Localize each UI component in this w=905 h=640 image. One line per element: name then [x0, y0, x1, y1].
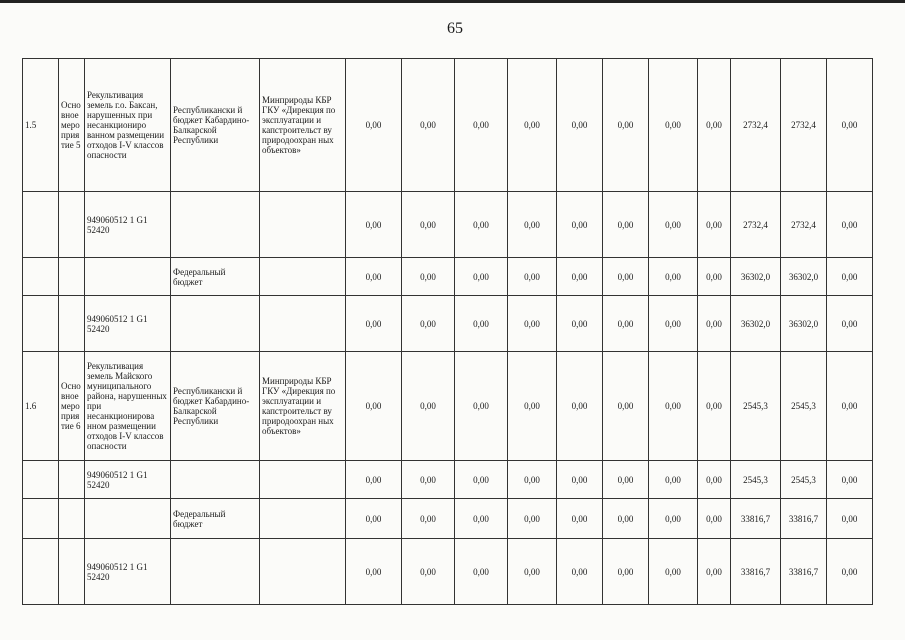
value-cell: 2545,3 — [781, 352, 827, 461]
value-cell: 0,00 — [455, 499, 508, 539]
row-number — [23, 461, 59, 499]
value-cell: 0,00 — [649, 539, 698, 605]
value-cell: 0,00 — [455, 461, 508, 499]
event-name — [85, 499, 171, 539]
value-cell: 0,00 — [508, 352, 557, 461]
table-row — [23, 539, 873, 605]
value-cell: 0,00 — [698, 192, 731, 258]
value-cell: 0,00 — [346, 192, 402, 258]
top-border-line — [0, 0, 905, 3]
event-name: 949060512 1 G1 52420 — [85, 296, 171, 352]
value-cell: 0,00 — [827, 59, 873, 192]
value-cell: 0,00 — [603, 499, 649, 539]
value-cell: 0,00 — [346, 499, 402, 539]
value-cell: 0,00 — [698, 59, 731, 192]
value-cell: 0,00 — [603, 296, 649, 352]
value-cell: 0,00 — [508, 59, 557, 192]
row-number — [23, 258, 59, 296]
value-cell: 0,00 — [649, 296, 698, 352]
value-cell: 0,00 — [827, 352, 873, 461]
budget-source — [171, 461, 260, 499]
event-name: Рекультивация земель Майского муниципального района, нарушенных при несанкционирова нном размещении отходов I-V классов опасности — [85, 352, 171, 461]
value-cell: 0,00 — [698, 352, 731, 461]
event-type: Осно вное меро прия тие 6 — [59, 352, 85, 461]
value-cell: 0,00 — [698, 258, 731, 296]
row-number — [23, 296, 59, 352]
event-name: 949060512 1 G1 52420 — [85, 192, 171, 258]
value-cell: 2545,3 — [731, 352, 781, 461]
value-cell: 0,00 — [346, 296, 402, 352]
value-cell: 0,00 — [402, 258, 455, 296]
event-name — [85, 258, 171, 296]
value-cell: 0,00 — [557, 59, 603, 192]
value-cell: 0,00 — [508, 296, 557, 352]
value-cell: 0,00 — [603, 258, 649, 296]
executor: Минприроды КБР ГКУ «Дирекция по эксплуатации и капстроительст ву природоохран ных объектов» — [260, 59, 346, 192]
value-cell: 0,00 — [649, 59, 698, 192]
value-cell: 0,00 — [827, 499, 873, 539]
event-name: Рекультивация земель г.о. Баксан, нарушенных при несанкциониро ванном размещении отходов I-V классов опасности — [85, 59, 171, 192]
row-number — [23, 499, 59, 539]
value-cell: 0,00 — [698, 461, 731, 499]
value-cell: 0,00 — [455, 258, 508, 296]
executor — [260, 296, 346, 352]
value-cell: 0,00 — [346, 59, 402, 192]
value-cell: 2732,4 — [731, 59, 781, 192]
value-cell: 0,00 — [649, 461, 698, 499]
executor — [260, 499, 346, 539]
value-cell: 0,00 — [827, 539, 873, 605]
value-cell: 0,00 — [455, 192, 508, 258]
value-cell: 33816,7 — [731, 499, 781, 539]
value-cell: 0,00 — [557, 461, 603, 499]
value-cell: 0,00 — [649, 499, 698, 539]
budget-table — [22, 58, 873, 605]
value-cell: 0,00 — [455, 352, 508, 461]
value-cell: 33816,7 — [781, 539, 827, 605]
budget-source: Федеральный бюджет — [171, 258, 260, 296]
budget-source: Республикански й бюджет Кабардино-Балкарской Республики — [171, 352, 260, 461]
value-cell: 0,00 — [508, 192, 557, 258]
table-body — [23, 59, 873, 605]
value-cell: 0,00 — [698, 296, 731, 352]
value-cell: 0,00 — [603, 352, 649, 461]
page-number: 65 — [447, 20, 463, 37]
value-cell: 0,00 — [603, 192, 649, 258]
value-cell: 2732,4 — [781, 59, 827, 192]
value-cell: 0,00 — [827, 192, 873, 258]
value-cell: 0,00 — [698, 539, 731, 605]
value-cell: 0,00 — [557, 258, 603, 296]
row-number — [23, 539, 59, 605]
value-cell: 0,00 — [455, 296, 508, 352]
table-row — [23, 59, 873, 192]
event-type — [59, 539, 85, 605]
budget-source: Федеральный бюджет — [171, 499, 260, 539]
value-cell: 0,00 — [557, 296, 603, 352]
value-cell: 0,00 — [402, 352, 455, 461]
value-cell: 0,00 — [402, 499, 455, 539]
event-type — [59, 258, 85, 296]
table-row — [23, 352, 873, 461]
value-cell: 0,00 — [402, 461, 455, 499]
table-row — [23, 192, 873, 258]
event-name: 949060512 1 G1 52420 — [85, 539, 171, 605]
value-cell: 36302,0 — [781, 258, 827, 296]
value-cell: 36302,0 — [731, 258, 781, 296]
event-type — [59, 461, 85, 499]
table-row — [23, 499, 873, 539]
value-cell: 0,00 — [508, 539, 557, 605]
value-cell: 0,00 — [508, 499, 557, 539]
value-cell: 33816,7 — [781, 499, 827, 539]
value-cell: 0,00 — [827, 296, 873, 352]
executor — [260, 539, 346, 605]
value-cell: 33816,7 — [731, 539, 781, 605]
event-name: 949060512 1 G1 52420 — [85, 461, 171, 499]
event-type — [59, 192, 85, 258]
event-type — [59, 499, 85, 539]
value-cell: 0,00 — [649, 258, 698, 296]
value-cell: 0,00 — [827, 461, 873, 499]
value-cell: 2545,3 — [781, 461, 827, 499]
value-cell: 2732,4 — [781, 192, 827, 258]
value-cell: 36302,0 — [781, 296, 827, 352]
value-cell: 0,00 — [402, 192, 455, 258]
table-row — [23, 461, 873, 499]
value-cell: 0,00 — [402, 296, 455, 352]
value-cell: 0,00 — [346, 461, 402, 499]
budget-source — [171, 539, 260, 605]
value-cell: 0,00 — [346, 539, 402, 605]
row-number — [23, 192, 59, 258]
value-cell: 0,00 — [603, 539, 649, 605]
executor — [260, 461, 346, 499]
value-cell: 0,00 — [603, 59, 649, 192]
executor: Минприроды КБР ГКУ «Дирекция по эксплуатации и капстроительст ву природоохран ных объектов» — [260, 352, 346, 461]
row-number: 1.6 — [23, 352, 59, 461]
value-cell: 0,00 — [698, 499, 731, 539]
row-number: 1.5 — [23, 59, 59, 192]
value-cell: 0,00 — [557, 499, 603, 539]
budget-source: Республикански й бюджет Кабардино-Балкарской Республики — [171, 59, 260, 192]
budget-source — [171, 296, 260, 352]
value-cell: 0,00 — [603, 461, 649, 499]
table-row — [23, 296, 873, 352]
event-type: Осно вное меро прия тие 5 — [59, 59, 85, 192]
value-cell: 0,00 — [557, 539, 603, 605]
executor — [260, 192, 346, 258]
value-cell: 0,00 — [827, 258, 873, 296]
value-cell: 0,00 — [508, 461, 557, 499]
event-type — [59, 296, 85, 352]
value-cell: 0,00 — [346, 258, 402, 296]
value-cell: 0,00 — [402, 59, 455, 192]
value-cell: 0,00 — [455, 539, 508, 605]
value-cell: 0,00 — [346, 352, 402, 461]
value-cell: 0,00 — [557, 352, 603, 461]
value-cell: 0,00 — [649, 192, 698, 258]
budget-source — [171, 192, 260, 258]
value-cell: 2545,3 — [731, 461, 781, 499]
executor — [260, 258, 346, 296]
value-cell: 36302,0 — [731, 296, 781, 352]
value-cell: 0,00 — [557, 192, 603, 258]
table-row — [23, 258, 873, 296]
value-cell: 0,00 — [649, 352, 698, 461]
value-cell: 0,00 — [508, 258, 557, 296]
value-cell: 0,00 — [455, 59, 508, 192]
value-cell: 2732,4 — [731, 192, 781, 258]
value-cell: 0,00 — [402, 539, 455, 605]
